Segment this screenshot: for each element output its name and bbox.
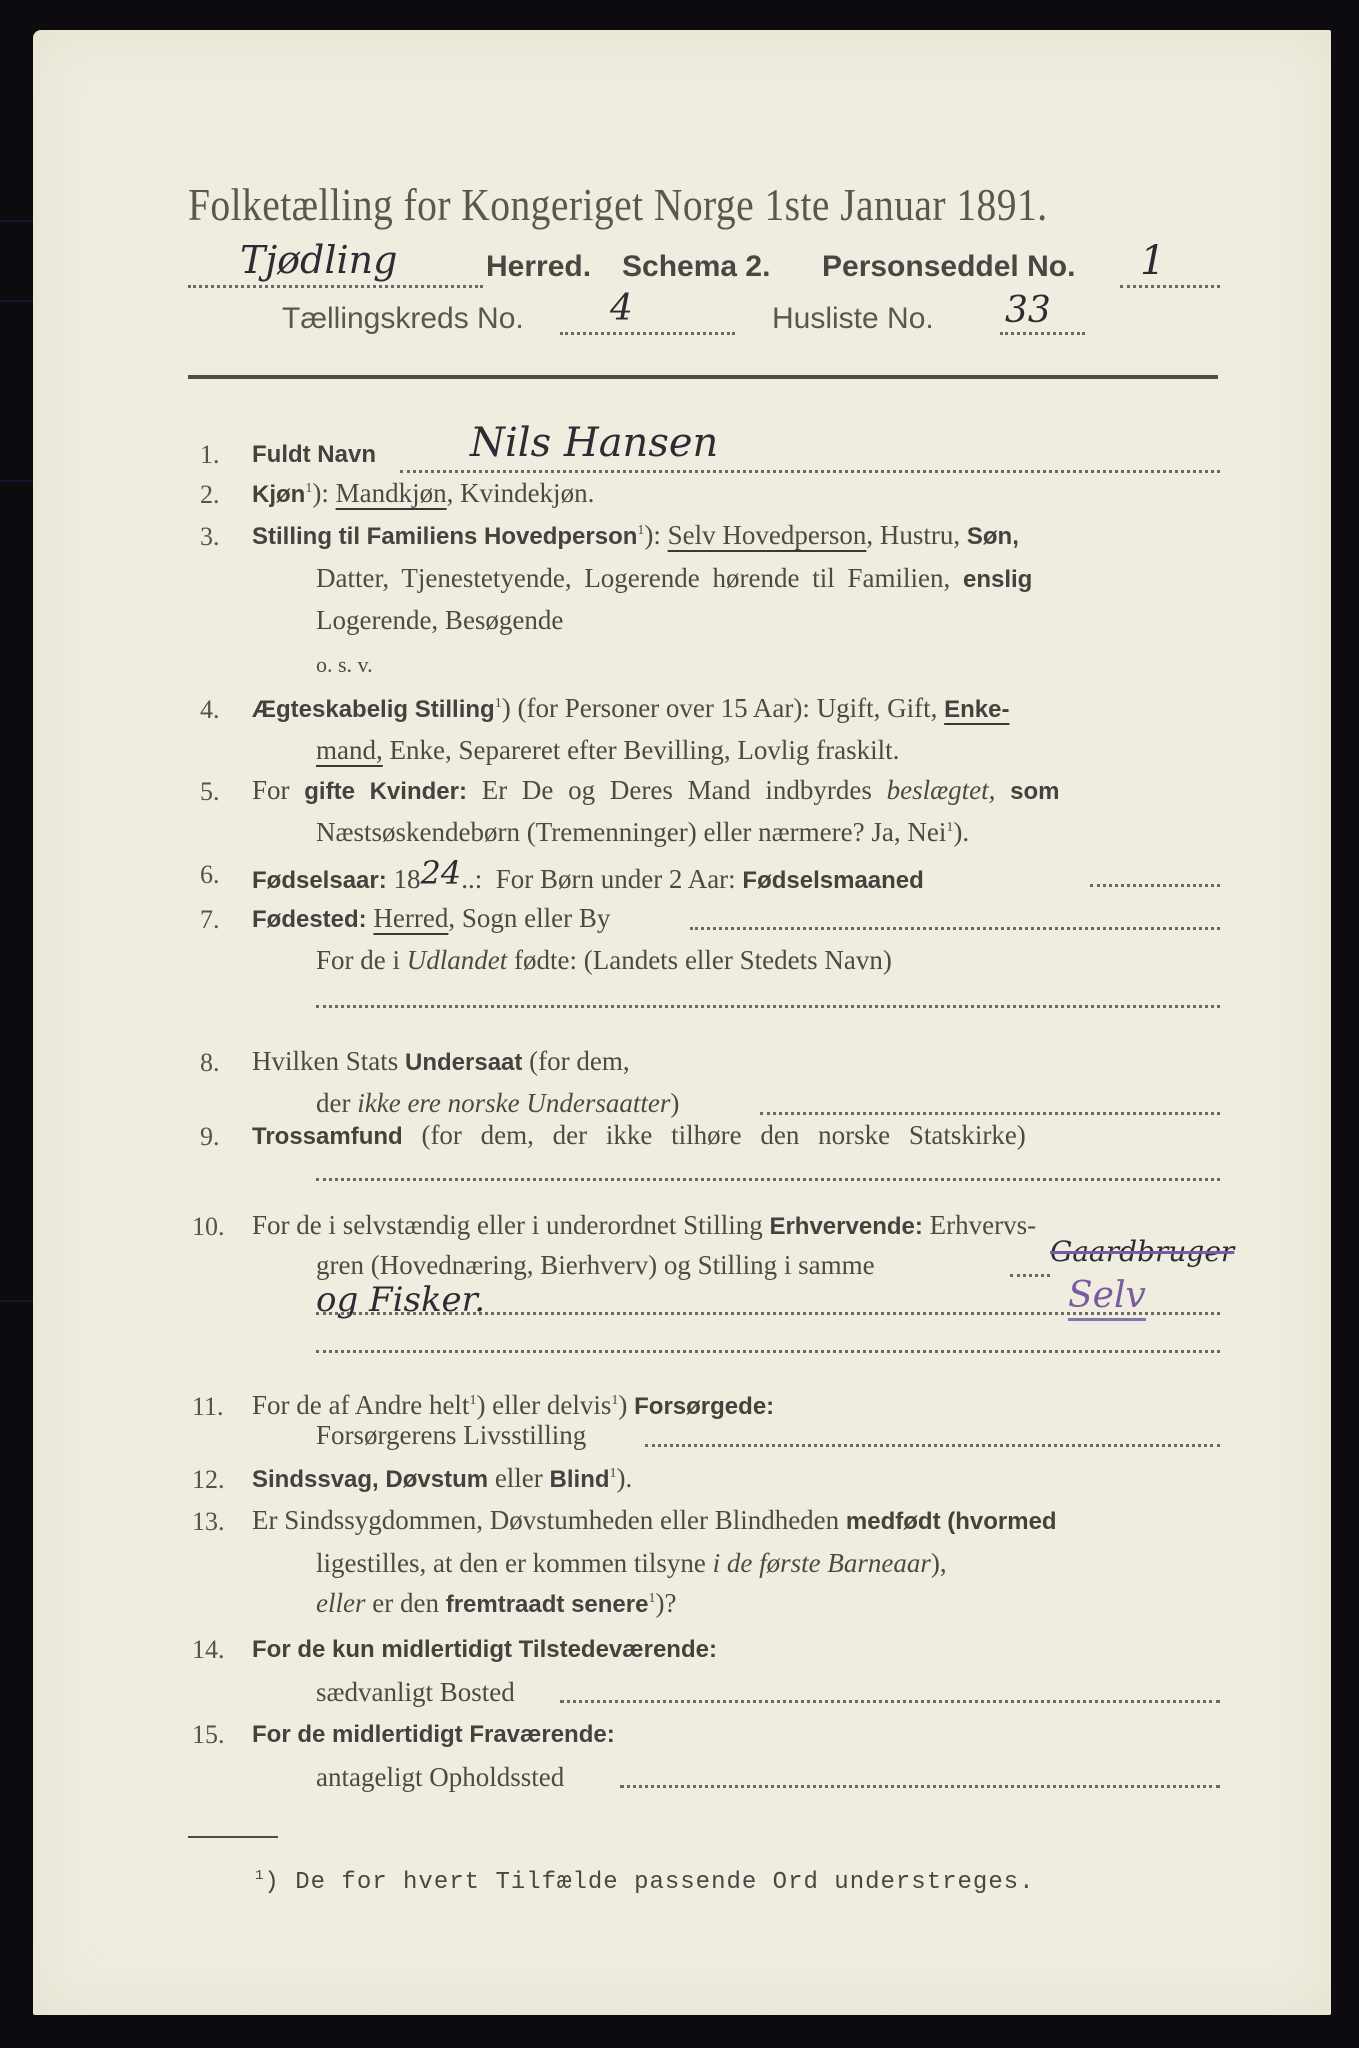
item-12-line: Sindssvag, Døvstum eller Blind$^1$). [252,1463,633,1493]
item-6-line: Fødselsaar: 1824..: For Børn under 2 Aar: Fødselsmaaned [252,854,924,894]
item-8-dotted-line [760,1112,1220,1115]
item-3-line-2: Datter, Tjenestetyende, Logerende hørende til Familien, enslig [316,563,1033,593]
personseddel-label: Personseddel No. [822,250,1076,283]
kreds-label: Tællingskreds No. [282,302,524,335]
item-13-line-1: Er Sindssygdommen, Døvstumheden eller Blindheden medfødt (hvormed [252,1505,1057,1535]
item-8-line-2: der ikke ere norske Undersaatter) [316,1088,680,1118]
item-2-label: Kjøn [252,481,306,508]
item-7-dotted-line [690,927,1220,930]
item-2-option-mandkjon-selected: Mandkjøn [335,478,447,508]
item-15-dotted-line [620,1785,1220,1788]
item-10-dotted-line-3 [316,1350,1220,1353]
item-4-selected-enkemand: Enke- [944,696,1010,723]
item-11-line-1: For de af Andre helt$^1$) eller delvis$^1$) Forsørgede: [252,1390,775,1420]
item-10-dotted-line-2 [316,1312,1220,1315]
item-15-line-2: antageligt Opholdssted [316,1762,565,1792]
item-3-number: 3. [200,522,220,551]
item-4-line-1: Ægteskabelig Stilling$^1$) (for Personer over 15 Aar): Ugift, Gift, Enke- [252,693,1010,723]
item-2-row: Kjøn$^1$): Mandkjøn, Kvindekjøn. [252,478,595,508]
scan-artifact [0,220,33,222]
item-9-dotted-line [316,1178,1220,1181]
item-5-line-2: Næstsøskendebørn (Tremenninger) eller nærmere? Ja, Nei$^1$). [316,817,970,847]
item-11-dotted-line [645,1444,1220,1447]
item-5-number: 5. [200,777,220,806]
item-7-line-1: Fødested: Herred, Sogn eller By [252,903,611,933]
item-5-line-1: For gifte Kvinder: Er De og Deres Mand indbyrdes beslægtet, som [252,775,1060,805]
item-2-option-kvindekjon: Kvindekjøn. [460,478,595,508]
item-7-number: 7. [200,905,220,934]
item-13-line-2: ligestilles, at den er kommen tilsyne i de første Barneaar), [316,1548,947,1578]
item-10-line-2: gren (Hovednæring, Bierhverv) og Stilling i samme [316,1250,875,1280]
census-form-paper [33,30,1331,2015]
item-3-selected-option: Selv Hovedperson [667,520,867,550]
personseddel-value: 1 [1140,238,1166,284]
item-6-number: 6. [200,860,220,889]
item-15-number: 15. [192,1720,225,1749]
item-9-line: Trossamfund (for dem, der ikke tilhøre den norske Statskirke) [252,1120,1026,1150]
item-11-line-2: Forsørgerens Livsstilling [316,1420,587,1450]
schema-label: Schema 2. [622,250,771,283]
item-1-label: Fuldt Navn [252,441,376,468]
footnote: $^1$) De for hvert Tilfælde passende Ord understreges. [255,1868,1035,1896]
item-14-line-1: For de kun midlertidigt Tilstedeværende: [252,1636,717,1663]
item-3-line-4: o. s. v. [316,652,373,677]
item-11-number: 11. [192,1392,224,1421]
item-7-selected-herred: Herred [373,903,449,933]
item-15-line-1: For de midlertidigt Fraværende: [252,1721,615,1748]
item-10-number: 10. [192,1212,225,1241]
form-title: Folketælling for Kongeriget Norge 1ste Januar 1891. [188,179,1048,230]
husliste-dotted-line [1000,332,1085,335]
item-9-number: 9. [200,1122,220,1151]
item-12-number: 12. [192,1465,225,1494]
item-13-line-3: eller er den fremtraadt senere$^1$)? [316,1588,677,1618]
item-10-occupation-continued: og Fisker. [316,1280,486,1320]
header-divider [188,375,1218,379]
scan-artifact [0,480,33,482]
item-14-line-2: sædvanligt Bosted [316,1677,515,1707]
herred-dotted-line [188,285,483,288]
item-10-struck-occupation: Gaardbruger [1050,1235,1235,1268]
item-2-number: 2. [200,480,220,509]
personseddel-dotted-line [1120,285,1220,288]
scan-artifact [0,1300,33,1302]
item-10-line-1: For de i selvstændig eller i underordnet Stilling Erhvervende: Erhvervs- [252,1210,1037,1240]
item-8-line-1: Hvilken Stats Undersaat (for dem, [252,1046,630,1076]
item-6-birth-year-value: 24 [420,854,462,892]
item-7-foreign-dotted-line [316,1005,1220,1008]
item-10-correction-value: Selv [1068,1275,1146,1321]
item-1-full-name-value: Nils Hansen [470,420,719,466]
kreds-dotted-line [560,332,735,335]
item-14-dotted-line [560,1700,1220,1703]
item-6-dotted-line [1090,884,1220,887]
item-1-number: 1. [200,440,220,469]
item-10-dotted-line [1010,1274,1050,1277]
item-1-dotted-line [400,470,1220,473]
husliste-label: Husliste No. [772,302,934,335]
item-4-line-2: mand, Enke, Separeret efter Bevilling, Lovlig fraskilt. [316,735,900,765]
herred-value: Tjødling [240,238,398,282]
item-3-line-1: Stilling til Familiens Hovedperson$^1$): Selv Hovedperson, Hustru, Søn, [252,520,1019,550]
husliste-value: 33 [1005,290,1051,331]
scan-artifact [0,300,33,302]
kreds-value: 4 [610,288,633,329]
item-14-number: 14. [192,1635,225,1664]
item-3-line-3: Logerende, Besøgende [316,605,564,635]
footnote-divider [188,1836,278,1838]
item-4-number: 4. [200,695,220,724]
herred-label: Herred. [486,250,592,283]
item-13-number: 13. [192,1507,225,1536]
item-7-line-2: For de i Udlandet fødte: (Landets eller Stedets Navn) [316,945,892,975]
item-8-number: 8. [200,1048,220,1077]
